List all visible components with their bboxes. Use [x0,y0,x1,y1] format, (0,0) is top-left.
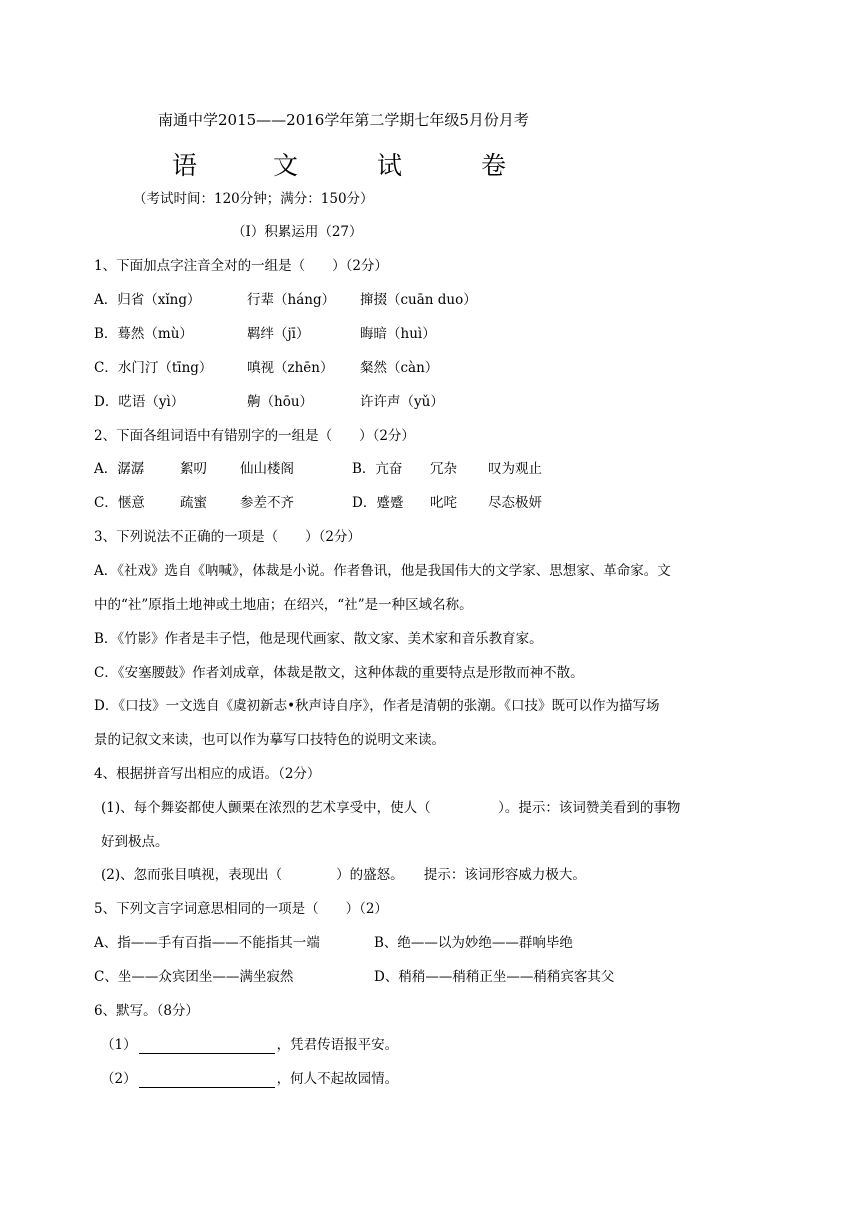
fill-blank[interactable] [139,1073,275,1088]
q3-text-line: B．《竹影》作者是丰子恺，他是现代画家、散文家、美术家和音乐教育家。 [94,631,543,647]
q6-item [101,1070,398,1088]
question-4-stem: 4、根据拼音写出相应的成语。（2分） [94,766,321,782]
q1-option-b-2: 羁绊（jī） [247,326,310,342]
q3-text-line: C．《安塞腰鼓》作者刘成章，体裁是散文，这种体裁的重要特点是形散而神不散。 [94,665,584,681]
q1-option-b-1: B．蓦然（mù） [94,326,193,342]
q6-item-text: ，凭君传语报平安。 [276,1037,399,1053]
q5-option-d: D、稍稍——稍稍正坐——稍稍宾客其父 [374,969,615,985]
q2-option-d-3: 尽态极妍 [488,495,542,511]
q6-item-number: （1） [101,1037,137,1053]
subject-char: 卷 [481,151,507,180]
section-heading: （I）积累运用（27） [232,224,363,240]
exam-info: （考试时间：120分钟；满分：150分） [133,191,374,207]
q6-item [101,1036,398,1054]
q2-option-a-3: 仙山楼阁 [240,461,294,477]
q1-option-a-2: 行辈（háng） [247,292,336,308]
q2-option-b-3: 叹为观止 [488,461,542,477]
q2-option-c-2: 疏蜜 [180,495,207,511]
q3-text-line: 景的记叙文来读，也可以作为摹写口技特色的说明文来读。 [94,732,445,748]
question-5-stem: 5、下列文言字词意思相同的一项是（ ）（2） [94,901,388,917]
q5-option-b: B、绝——以为妙绝——群响毕绝 [374,935,573,951]
q5-option-a: A、指——手有百指——不能指其一端 [94,935,320,951]
q1-option-c-3: 粲然（càn） [360,360,439,376]
q1-option-c-2: 嗔视（zhēn） [247,360,334,376]
subject-title [0,146,860,180]
q4-item-line: (1)、每个舞姿都使人颤栗在浓烈的艺术享受中，使人（ ）。提示：该词赞美看到的事物 [101,800,681,816]
question-1-stem: 1、下面加点字注音全对的一组是（ ）（2分） [94,258,388,274]
q2-option-d-1: D．蹙蹙 [352,495,404,511]
q1-option-c-1: C．水门汀（tīng） [94,360,213,376]
q6-item-text: ，何人不起故园情。 [276,1071,399,1087]
q2-option-a-2: 絮叨 [180,461,207,477]
q2-option-b-1: B．亢奋 [352,461,403,477]
q4-item-line: 好到极点。 [101,834,169,850]
question-2-stem: 2、下面各组词语中有错别字的一组是（ ）（2分） [94,428,415,444]
subject-char: 语 [172,151,198,180]
q4-item-line: (2)、忽而张目嗔视，表现出（ ）的盛怒。 提示：该词形容威力极大。 [101,867,586,883]
q5-option-c: C、坐——众宾团坐——满坐寂然 [94,969,294,985]
fill-blank[interactable] [139,1039,275,1054]
q1-option-d-3: 许许声（yǔ） [360,394,444,410]
q2-option-d-2: 叱咤 [430,495,457,511]
q1-option-a-3: 撺掇（cuān duo） [360,292,477,308]
q3-text-line: A．《社戏》选自《呐喊》，体裁是小说。作者鲁讯，他是我国伟大的文学家、思想家、革命家。文 [94,563,671,579]
q2-option-a-1: A．潺潺 [94,461,145,477]
q2-option-c-3: 参差不齐 [240,495,294,511]
subject-char: 文 [273,151,299,180]
question-6-stem: 6、默写。（8分） [94,1003,199,1019]
question-3-stem: 3、下列说法不正确的一项是（ ）（2分） [94,529,361,545]
q1-option-d-2: 齁（hōu） [247,394,314,410]
q3-text-line: 中的“社”原指土地神或土地庙；在绍兴，“社”是一种区域名称。 [94,597,473,613]
exam-title: 南通中学2015——2016学年第二学期七年级5月份月考 [158,111,529,129]
q1-option-d-1: D．呓语（yì） [94,394,185,410]
subject-char: 试 [377,151,403,180]
q2-option-c-1: C．惬意 [94,495,145,511]
q6-item-number: （2） [101,1071,137,1087]
q1-option-a-1: A．归省（xǐng） [94,292,201,308]
q3-text-line: D．《口技》一文选自《虞初新志•秋声诗自序》，作者是清朝的张潮。《口技》既可以作为描写场 [94,698,660,714]
q1-option-b-3: 晦暗（huì） [360,326,436,342]
q2-option-b-2: 冗杂 [430,461,457,477]
